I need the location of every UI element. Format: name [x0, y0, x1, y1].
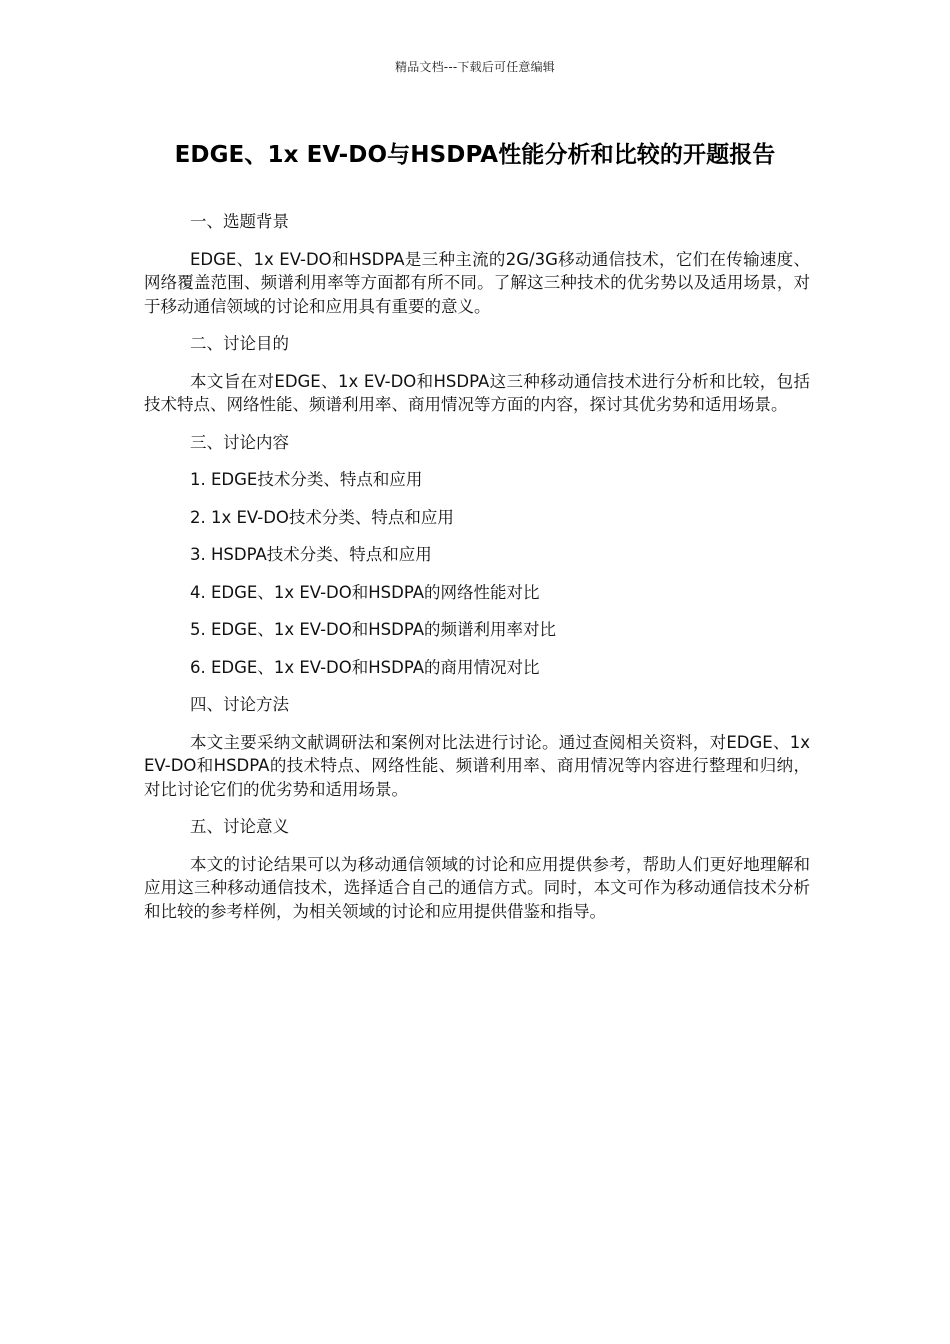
content-list-item: 2. 1x EV-DO技术分类、特点和应用 — [190, 507, 454, 527]
content-list-item: 5. EDGE、1x EV-DO和HSDPA的频谱利用率对比 — [190, 620, 556, 639]
section-heading-method: 四、讨论方法 — [190, 695, 289, 714]
section-text-background: EDGE、1x EV-DO和HSDPA是三种主流的2G/3G移动通信技术，它们在传输速度、网络覆盖范围、频谱利用率等方面都有所不同。了解这三种技术的优劣势以及适用场景，对于移动通信领域的讨论和应用具有重要的意义。 — [144, 249, 810, 316]
section-heading-significance: 五、讨论意义 — [190, 817, 289, 836]
section-text-method: 本文主要采纳文献调研法和案例对比法进行讨论。通过查阅相关资料，对EDGE、1x EV-DO和HSDPA的技术特点、网络性能、频谱利用率、商用情况等内容进行整理和归纳，对比讨论它们的优劣势和适用场景。 — [144, 732, 810, 799]
section-heading-background: 一、选题背景 — [190, 212, 289, 231]
document-title: EDGE、1x EV-DO与HSDPA性能分析和比较的开题报告 — [174, 142, 776, 168]
section-text-significance: 本文的讨论结果可以为移动通信领域的讨论和应用提供参考，帮助人们更好地理解和应用这三种移动通信技术，选择适合自己的通信方式。同时，本文可作为移动通信技术分析和比较的参考样例，为相关领域的讨论和应用提供借鉴和指导。 — [144, 854, 810, 921]
content-list-item: 1. EDGE技术分类、特点和应用 — [190, 470, 423, 489]
document-body — [144, 210, 810, 937]
content-list-item: 6. EDGE、1x EV-DO和HSDPA的商用情况对比 — [190, 657, 540, 677]
content-list-item: 3. HSDPA技术分类、特点和应用 — [190, 545, 432, 564]
section-heading-purpose: 二、讨论目的 — [190, 334, 289, 353]
header-note: 精品文档---下载后可任意编辑 — [395, 60, 555, 74]
content-list-item: 4. EDGE、1x EV-DO和HSDPA的网络性能对比 — [190, 582, 540, 602]
section-heading-content: 三、讨论内容 — [190, 432, 289, 452]
section-text-purpose: 本文旨在对EDGE、1x EV-DO和HSDPA这三种移动通信技术进行分析和比较，包括技术特点、网络性能、频谱利用率、商用情况等方面的内容，探讨其优劣势和适用场景。 — [144, 371, 810, 414]
